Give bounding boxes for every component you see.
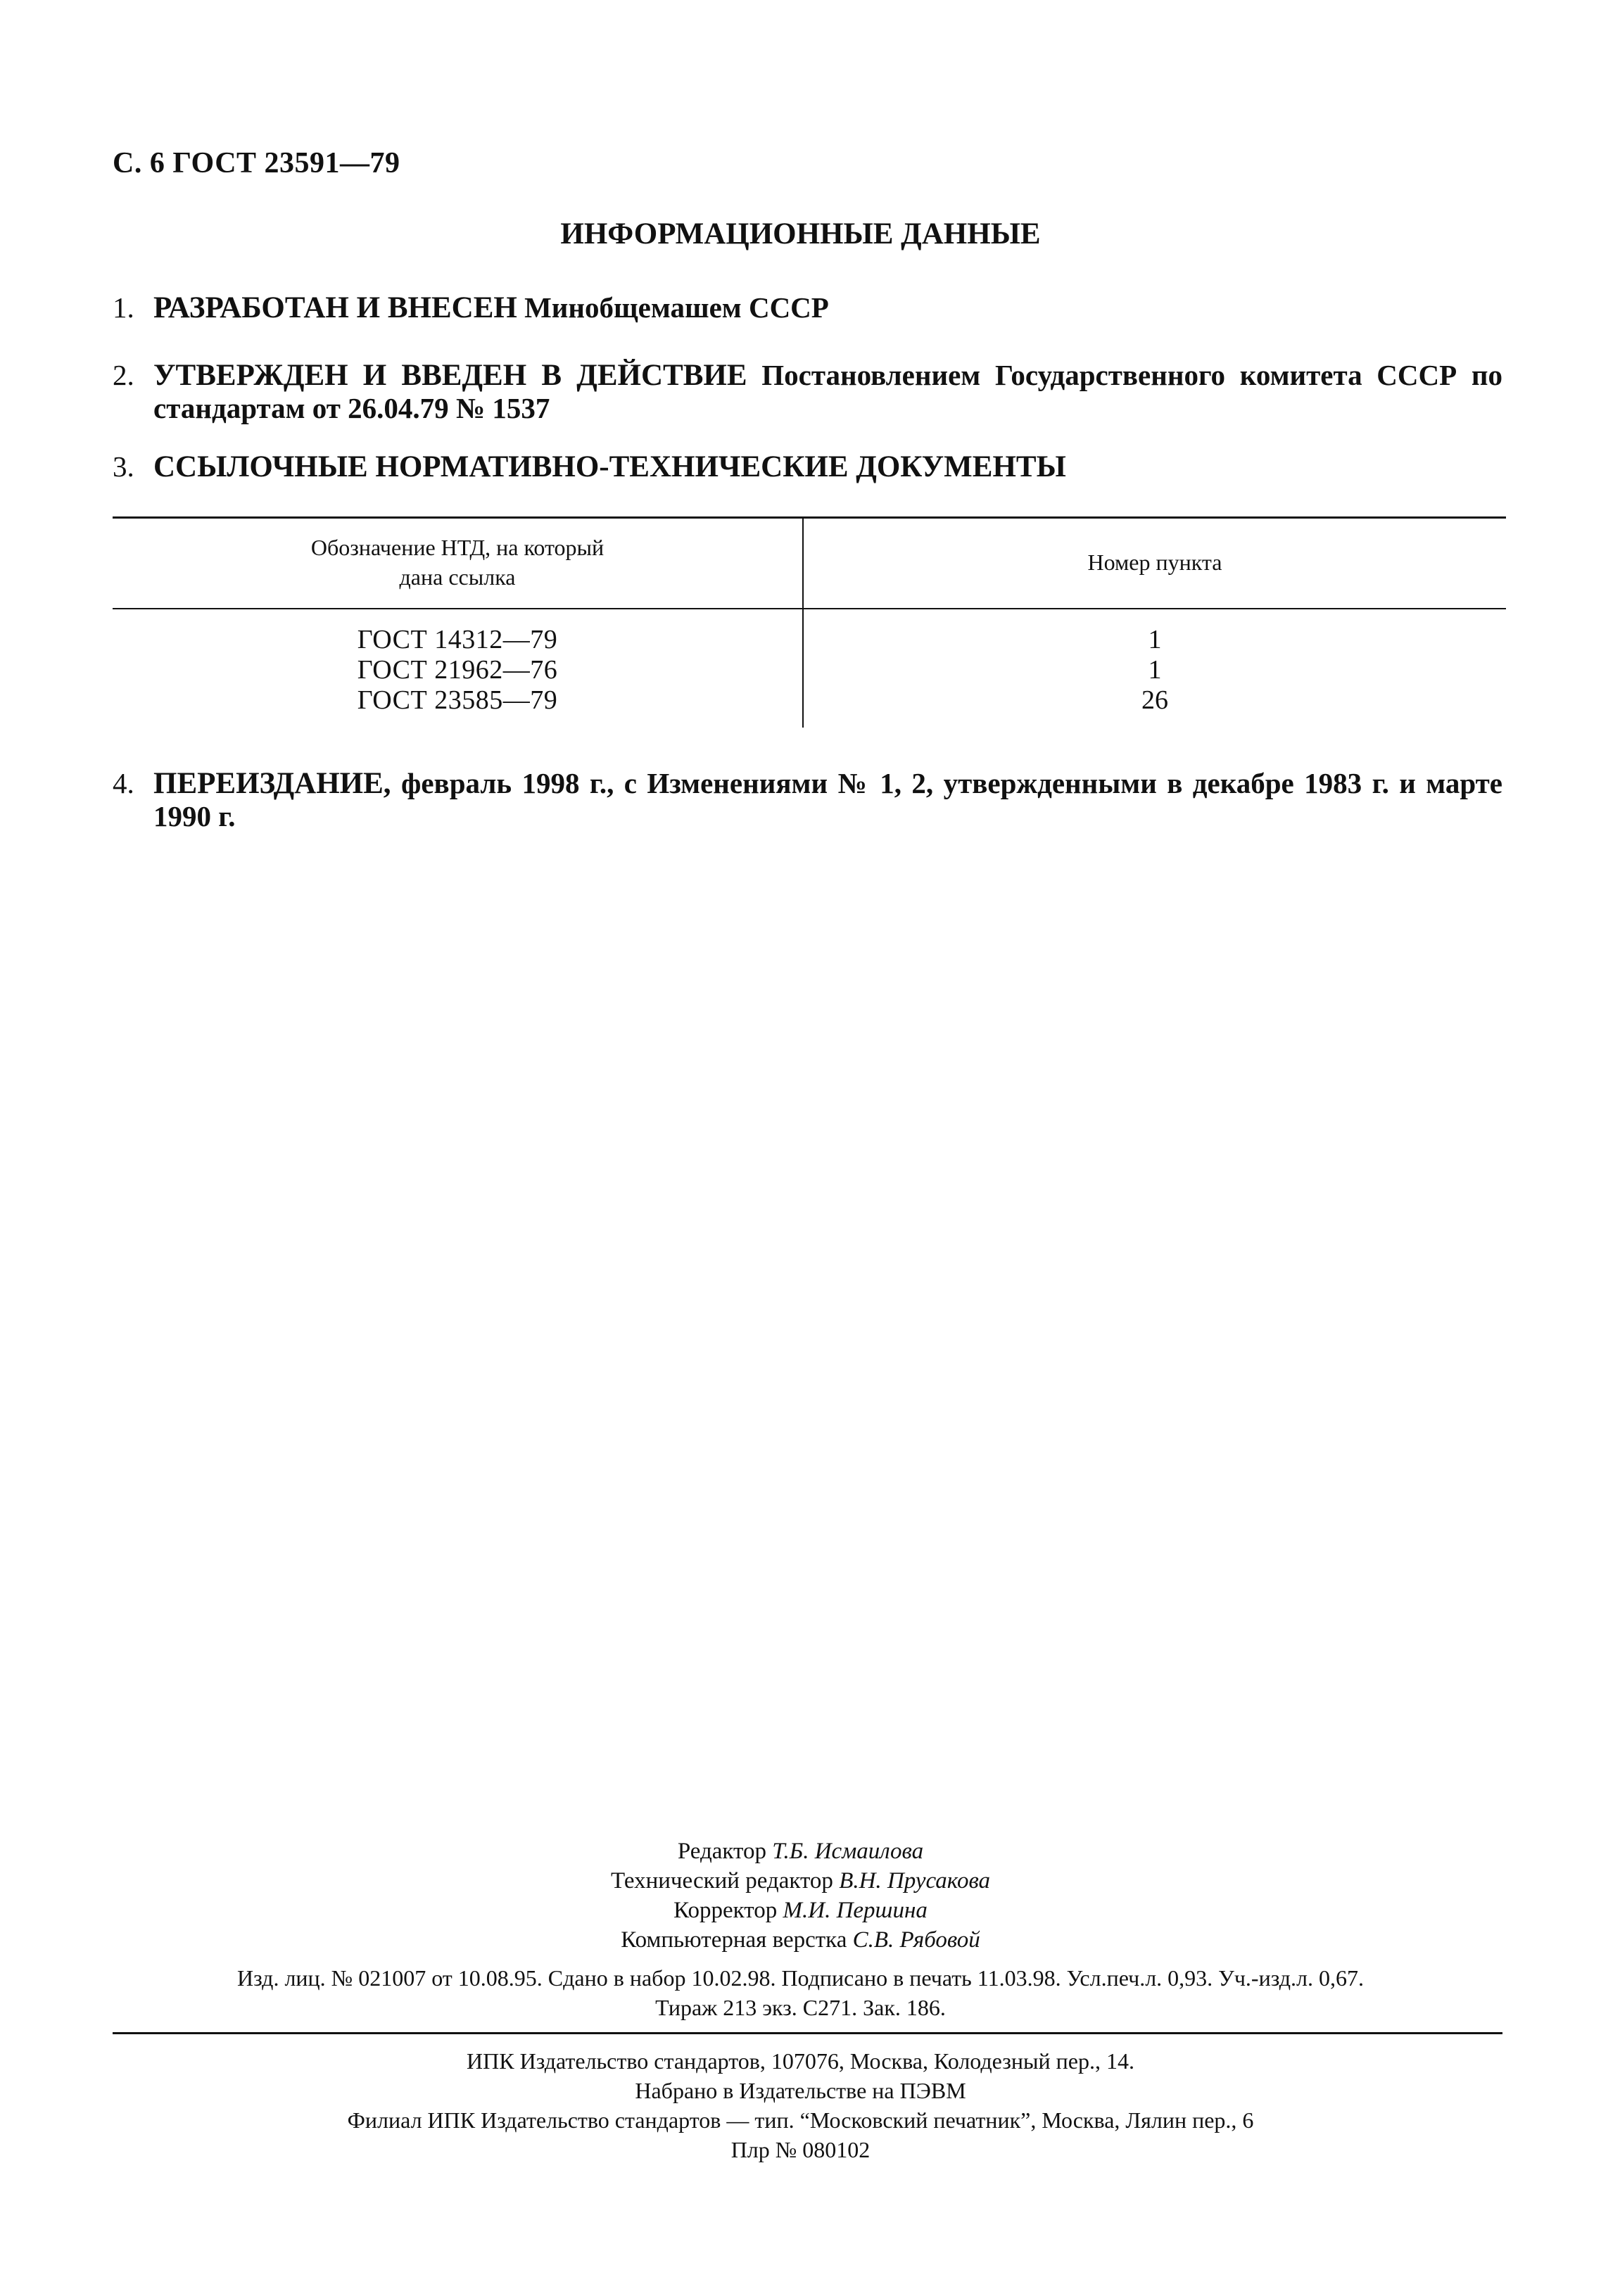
item-body <box>153 359 1502 424</box>
cell-clause: 1 <box>1148 625 1162 654</box>
publisher-line: ИПК Издательство стандартов, 107076, Москва, Колодезный пер., 14. <box>467 2048 1134 2074</box>
credit-line <box>0 1866 1601 1896</box>
item-body <box>153 767 1502 832</box>
publisher-line: Набрано в Издательстве на ПЭВМ <box>635 2078 966 2103</box>
credit-role: Компьютерная верстка <box>621 1927 847 1953</box>
publisher-block <box>0 2046 1601 2164</box>
item-number: 4. <box>113 767 134 799</box>
table-row <box>113 655 1506 685</box>
credit-line <box>0 1925 1601 1955</box>
info-item-4 <box>113 767 1502 832</box>
running-head: С. 6 ГОСТ 23591—79 <box>113 147 400 179</box>
header-line: Обозначение НТД, на который <box>310 535 605 560</box>
imprint-line: Тираж 213 экз. С271. Зак. 186. <box>655 1995 946 2020</box>
credit-role: Технический редактор <box>610 1868 833 1894</box>
cell-document: ГОСТ 14312—79 <box>357 625 558 654</box>
item-number: 2. <box>113 359 134 391</box>
item-text: Минобщемашем СССР <box>524 291 829 324</box>
table-header-document <box>113 516 802 608</box>
reference-table <box>113 516 1506 735</box>
item-lead: ССЫЛОЧНЫЕ НОРМАТИВНО-ТЕХНИЧЕСКИЕ ДОКУМЕНТЫ <box>153 450 1066 483</box>
credit-line <box>0 1896 1601 1925</box>
info-item-3 <box>113 450 1502 483</box>
table-header-rule <box>113 608 1506 609</box>
publisher-line: Плр № 080102 <box>730 2137 871 2162</box>
cell-clause: 26 <box>1141 685 1168 715</box>
credit-name: М.И. Першина <box>783 1898 928 1923</box>
item-lead: РАЗРАБОТАН И ВНЕСЕН <box>153 291 517 324</box>
credit-line <box>0 1837 1601 1866</box>
item-lead: ПЕРЕИЗДАНИЕ, <box>153 767 391 800</box>
item-lead: УТВЕРЖДЕН И ВВЕДЕН В ДЕЙСТВИЕ <box>153 359 747 392</box>
imprint-block <box>0 1963 1601 2022</box>
imprint-line: Изд. лиц. № 021007 от 10.08.95. Сдано в набор 10.02.98. Подписано в печать 11.03.98. Усл.печ.л. 0,93. Уч.-изд.л. 0,67. <box>237 1965 1364 1991</box>
credit-role: Корректор <box>673 1898 778 1923</box>
table-header-clause: Номер пункта <box>1087 550 1222 575</box>
item-text: Постановлением Государственного комитета СССР по стандартам от 26.04.79 № 1537 <box>153 359 1502 424</box>
item-number: 1. <box>113 291 134 324</box>
table-row <box>113 685 1506 716</box>
credit-name: В.Н. Прусакова <box>839 1868 991 1894</box>
credits-block <box>0 1837 1601 1955</box>
cell-document: ГОСТ 21962—76 <box>357 655 558 685</box>
item-number: 3. <box>113 450 134 483</box>
cell-document: ГОСТ 23585—79 <box>357 685 558 715</box>
credit-name: Т.Б. Исмаилова <box>772 1839 924 1864</box>
cell-clause: 1 <box>1148 655 1162 685</box>
publisher-line: Филиал ИПК Издательство стандартов — тип. “Московский печатник”, Москва, Лялин пер., 6 <box>347 2107 1254 2133</box>
header-line: дана ссылка <box>399 564 516 590</box>
item-text: февраль 1998 г., с Изменениями № 1, 2, утвержденными в декабре 1983 г. и марте 1990 г. <box>153 767 1503 832</box>
item-body <box>153 450 1502 483</box>
footer-rule <box>113 2032 1502 2034</box>
info-item-1 <box>113 291 1502 324</box>
table-body <box>113 625 1506 716</box>
item-body <box>153 291 1502 324</box>
credit-role: Редактор <box>677 1839 766 1864</box>
info-item-2 <box>113 359 1502 424</box>
credit-name: С.В. Рябовой <box>852 1927 980 1953</box>
info-heading: ИНФОРМАЦИОННЫЕ ДАННЫЕ <box>560 217 1041 250</box>
table-row <box>113 625 1506 655</box>
